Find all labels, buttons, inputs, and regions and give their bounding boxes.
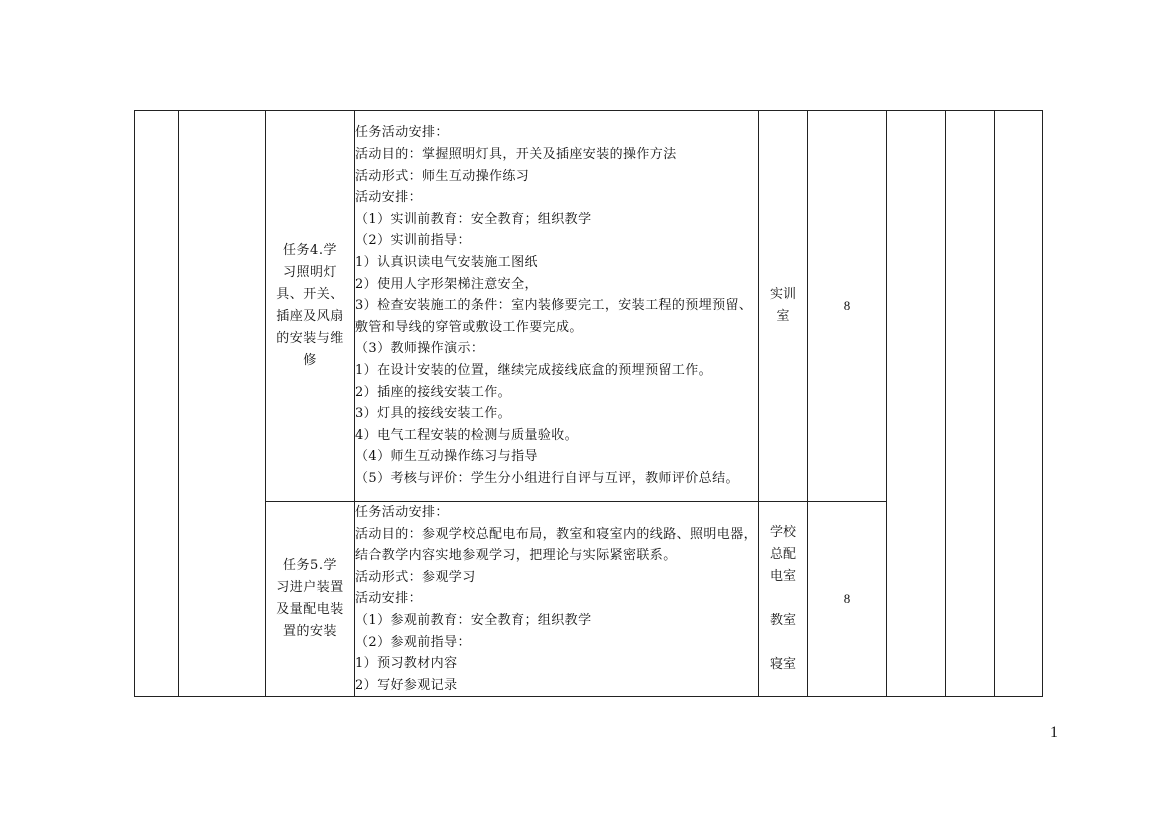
location-line: 寝室 (769, 657, 796, 673)
activity-line: （2）实训前指导： (355, 233, 471, 249)
empty-cell-col7 (887, 111, 946, 697)
location-line: 室 (776, 309, 790, 324)
task-name-line: 任务4.学 (283, 243, 337, 258)
task-name-cell (266, 502, 355, 697)
activity-line: 活动目的：掌握照明灯具，开关及插座安装的操作方法 (355, 147, 677, 163)
hours-cell: 8 (808, 502, 887, 697)
empty-cell-col8 (946, 111, 995, 697)
activity-line: 活动安排： (355, 190, 423, 206)
table-row (135, 111, 1043, 502)
activity-line: 任务活动安排： (355, 505, 449, 520)
activity-line: （2）参观前指导： (355, 634, 471, 650)
activity-line: 1）在设计安装的位置，继续完成接线底盒的预埋预留工作。 (355, 362, 713, 378)
activity-line: 任务活动安排： (355, 125, 449, 141)
task-name-line: 任务5.学 (283, 558, 337, 574)
activity-line: 2）插座的接线安装工作。 (355, 384, 512, 400)
location-line: 电室 (769, 569, 796, 585)
task-name-line: 插座及风扇 (276, 309, 344, 324)
location-line: 总配 (769, 547, 796, 563)
location-line: 实训 (769, 287, 796, 302)
task-name-line: 的安装与维 (276, 331, 344, 346)
activity-line: 3）灯具的接线安装工作。 (355, 406, 512, 422)
location-cell (759, 502, 808, 697)
activity-arrangement-cell (355, 502, 759, 697)
activity-line: 1）认真识读电气安装施工图纸 (355, 255, 538, 271)
empty-cell-col2 (179, 111, 266, 697)
activity-line: （1）参观前教育：安全教育；组织教学 (355, 612, 592, 628)
activity-line: 1）预习教材内容 (355, 656, 458, 672)
location-spacer (759, 632, 807, 654)
location-line: 学校 (769, 525, 796, 541)
activity-line: （1）实训前教育：安全教育；组织教学 (355, 211, 592, 227)
location-spacer (759, 588, 807, 610)
location-cell (759, 111, 808, 502)
activity-arrangement-cell (355, 111, 759, 502)
task-name-line: 修 (303, 353, 317, 368)
activity-line: 2）使用人字形架梯注意安全， (355, 276, 538, 292)
task-name-cell (266, 111, 355, 502)
hours-cell: 8 (808, 111, 887, 502)
task-name-line: 习进户装置 (276, 580, 344, 596)
page-number: 1 (1050, 724, 1058, 741)
activity-line: 活动形式：师生互动操作练习 (355, 168, 530, 184)
activity-line: （4）师生互动操作练习与指导 (355, 449, 538, 465)
task-name-line: 习照明灯 (282, 265, 337, 280)
task-name-line: 置的安装 (282, 624, 337, 640)
empty-cell-col9 (995, 111, 1043, 697)
activity-line: 活动安排： (355, 591, 423, 607)
lesson-plan-table (134, 110, 1043, 697)
activity-line: （5）考核与评价：学生分小组进行自评与互评，教师评价总结。 (355, 470, 739, 486)
activity-line: 4）电气工程安装的检测与质量验收。 (355, 427, 579, 443)
task-name-line: 具、开关、 (276, 287, 344, 302)
location-line: 教室 (769, 613, 796, 629)
task-name-line: 及量配电装 (276, 602, 344, 618)
activity-line: （3）教师操作演示： (355, 341, 485, 357)
activity-line: 2）写好参观记录 (355, 677, 458, 693)
empty-cell-col1 (135, 111, 179, 697)
activity-line: 活动目的：参观学校总配电布局，教室和寝室内的线路、照明电器，结合教学内容实地参观学习，把理论与实际紧密联系。 (355, 526, 758, 564)
activity-line: 3）检查安装施工的条件：室内装修要完工，安装工程的预埋预留、敷管和导线的穿管或敷设工作要完成。 (355, 298, 753, 335)
activity-line: 活动形式：参观学习 (355, 569, 476, 585)
